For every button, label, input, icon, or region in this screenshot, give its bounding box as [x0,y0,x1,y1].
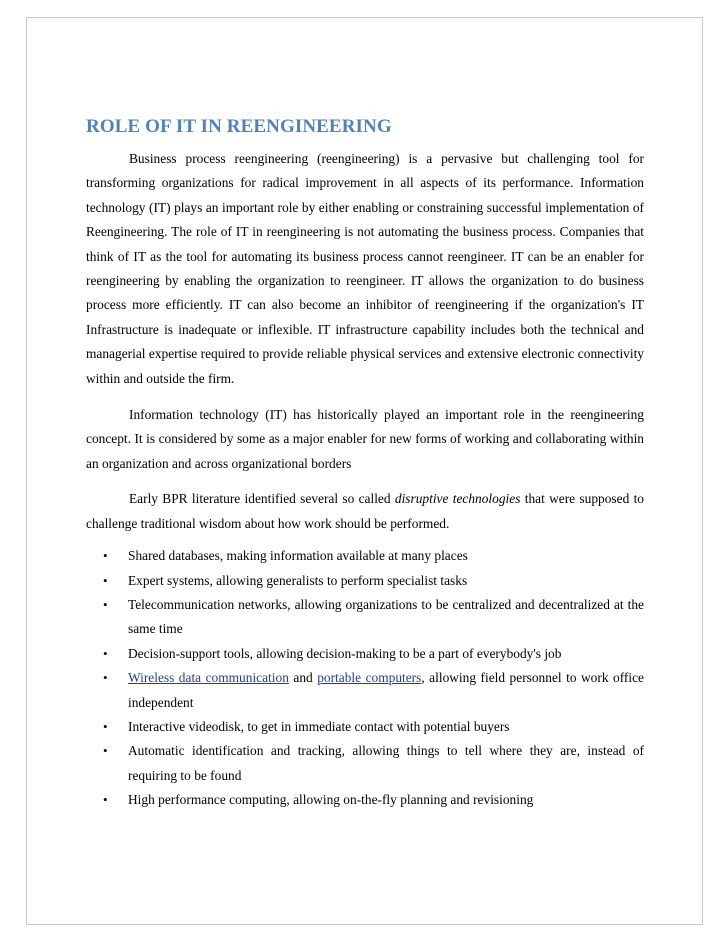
list-item-text: Telecommunication networks, allowing organizations to be centralized and decentralized at the same time [128,596,644,637]
paragraph-bpr-literature [86,487,644,536]
list-item-text: Interactive videodisk, to get in immediate contact with potential buyers [128,718,510,734]
list-item [86,739,644,788]
list-item [86,569,644,593]
disruptive-technologies-list [86,544,644,812]
bullet-icon: • [103,572,108,588]
list-item [86,666,644,715]
paragraph-it-history: Information technology (IT) has historically played an important role in the reengineering concept. It is considered by some as a major enabler for new forms of working and collaborating within an organization and across organizational borders [86,407,644,471]
list-item-text: Decision-support tools, allowing decision-making to be a part of everybody's job [128,645,562,661]
bullet-icon: • [103,670,108,686]
list-item [86,593,644,642]
page-title: ROLE OF IT IN REENGINEERING [86,116,392,137]
paragraph-text: Early BPR literature identified several so called [129,491,395,507]
list-item-text: Shared databases, making information available at many places [128,548,468,564]
list-item-text: Expert systems, allowing generalists to perform specialist tasks [128,572,468,588]
bullet-icon: • [103,596,108,612]
list-item-text: , allowing field personnel to work office independent [128,670,644,710]
bullet-icon: • [103,718,108,734]
list-item [86,715,644,739]
paragraph-text: that were supposed to challenge traditional wisdom about how work should be performed. [86,491,644,531]
link-portable-computers[interactable]: portable computers [317,670,422,686]
list-item-text: High performance computing, allowing on-the-fly planning and revisioning [128,792,534,808]
bullet-icon: • [103,792,108,808]
document-content [86,116,644,813]
bullet-icon: • [103,548,108,564]
list-item [86,788,644,812]
emphasis-disruptive-technologies: disruptive technologies [394,491,521,507]
bullet-icon: • [103,645,108,661]
list-item-text: Automatic identification and tracking, allowing things to tell where they are, instead of requiring to be found [128,743,644,783]
list-item [86,544,644,568]
paragraph-reengineering-intro: Business process reengineering (reengineering) is a pervasive but challenging tool for transforming organizations for radical improvement in all aspects of its performance. Information technology (IT) plays an important role by either enabling or constraining successful implementation of Reengineering. The role of IT in reengineering is not automating the business process. Companies that think of IT as the tool for automating its business process cannot reengineer. IT can be an enabler for reengineering by enabling the organization to reengineer. IT allows the organization to do business process more efficiently. IT can also become an inhibitor of reengineering if the organization's IT Infrastructure is inadequate or inflexible. IT infrastructure capability includes both the technical and managerial expertise required to provide reliable physical services and extensive electronic connectivity within and outside the firm. [86,151,644,386]
link-wireless-data-communication[interactable]: Wireless data communication [128,670,289,686]
bullet-icon: • [103,743,108,759]
list-item [86,642,644,666]
list-item-text: and [288,670,318,686]
